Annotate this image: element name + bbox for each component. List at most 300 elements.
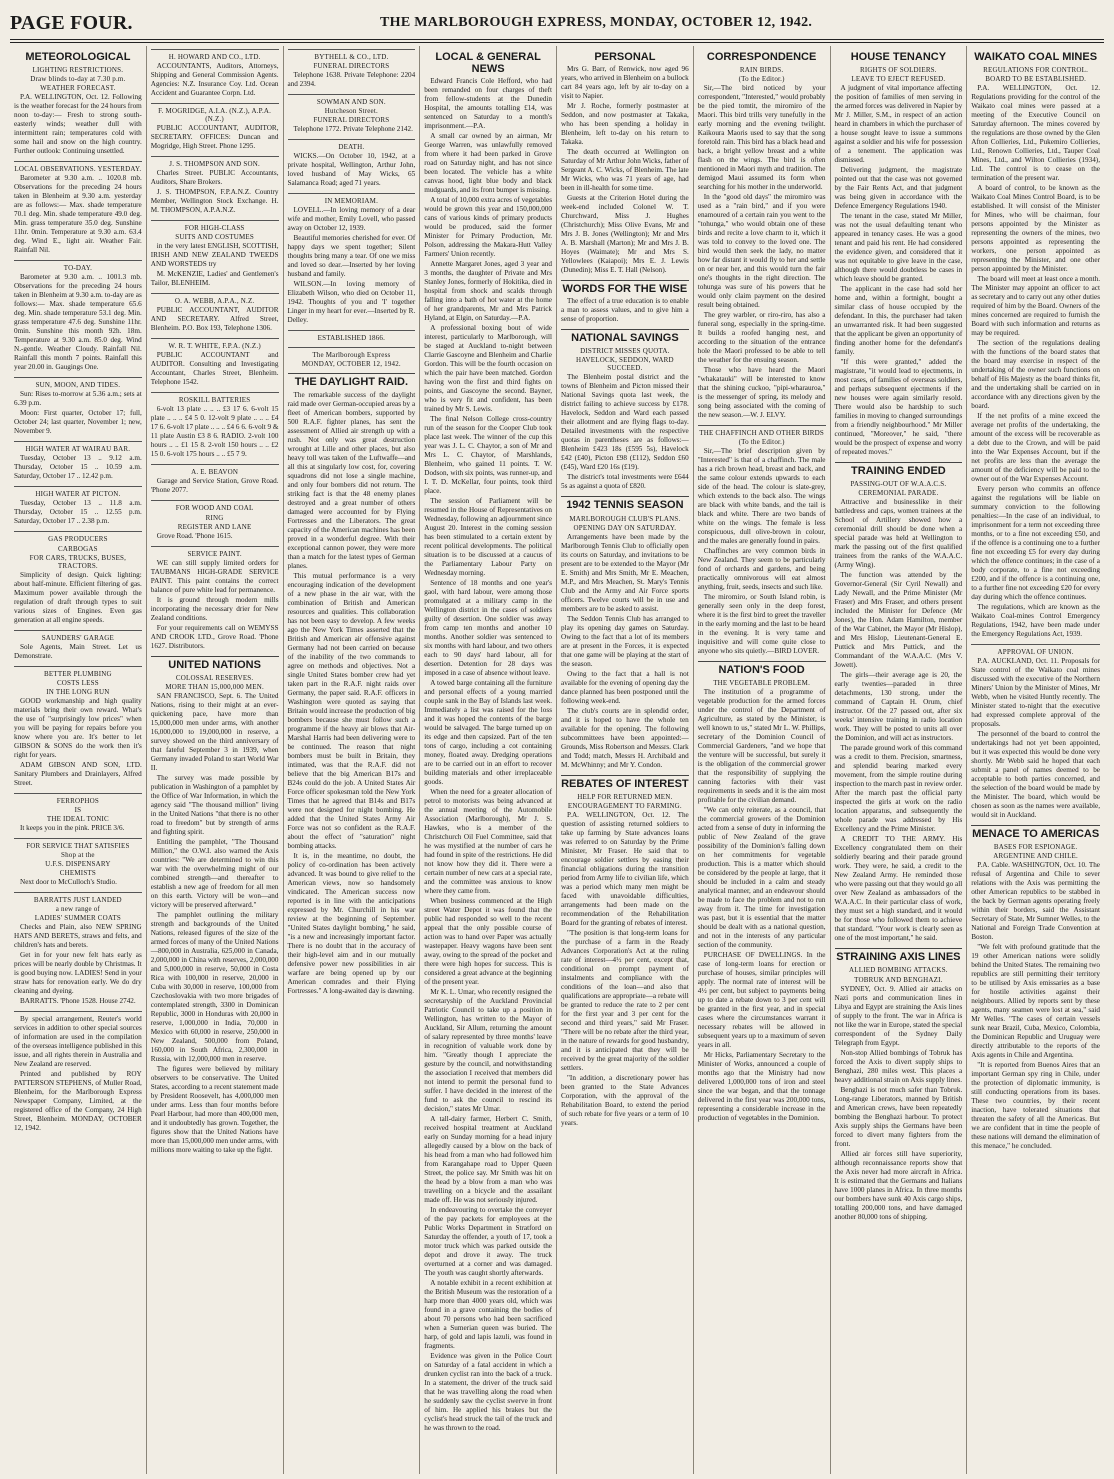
paragraph: The grey warbler, or riro-riro, has also a funeral song, especially in the spring-time. It builds a roofed hanging nest, and according to the situation of the entrance hole the Maori professed to be able to tell the weather for the ensuing season.	[697, 311, 826, 365]
paragraph: Mr Hicks, Parliamentary Secretary to the Minister of Works, announced a couple of months ago that the Ministry had now delivered 1,000,000 tons of iron and steel since the war began, and that the tonnage delivered in the first year was 200,000 tons, representing a considerable increase in the production of vegetables in the Dominion.	[697, 1051, 826, 1123]
paragraph: Mrs G. Barr, of Renwick, now aged 96 years, who arrived in Blenheim on a bullock cart 84 years ago, left by air to-day on a visit to Napier.	[561, 65, 689, 101]
headline: STRAINING AXIS LINES	[835, 948, 963, 965]
paragraph: Every person who commits an offence against the regulations will be liable on summary conviction to the following penalties:—In the case of an individual, to imprisonment for a term not exceeding three months, or to a fine not exceeding £50, and if the offence is a continuing one to a further fine not exceeding £5 for every day during which the offence continues; in the case of a body corporate, to a fine not exceeding £200, and if the offence is a continuing one, to a further fine not exceeding £20 for every day during which the offence continues.	[971, 485, 1100, 602]
subheadline: BYTHELL & CO., LTD.	[314, 53, 389, 61]
article	[561, 496, 689, 769]
article	[151, 500, 279, 540]
article	[151, 392, 279, 459]
subheadline: RING	[205, 513, 224, 522]
headline: HOUSE TENANCY	[850, 51, 947, 63]
paragraph: P.A. AUCKLAND, Oct. 11. Proposals for State control of the Waikato coal mines discussed with the executive of the Northern Miners' Union by the Minister of Mines, Mr Webb, when he visited Huntly recently. The Minister stated to-night that the executive had expressed complete approval of the proposals.	[971, 657, 1100, 729]
subheadline: Hutcheson Street.	[324, 107, 378, 116]
article-body	[14, 454, 142, 481]
section-rule	[14, 1011, 142, 1012]
page-number: PAGE FOUR.	[10, 12, 133, 34]
article	[151, 103, 279, 151]
subheadline: H. HOWARD AND CO., LTD.	[168, 53, 261, 61]
paragraph: The board will meet at least once a month. The Minister may appoint an officer to act as secretary and to carry out any other duties required of him by the Board. Owners of the mines concerned are required to furnish the Board with such information and returns as may be required.	[971, 275, 1100, 338]
paragraph: J. S. THOMPSON, F.P.A.N.Z. Country Member, Wellington Stock Exchange. H. M. THOMPSON, A.P.A.N.Z.	[150, 188, 279, 215]
subheadline: LOCAL OBSERVATIONS. YESTERDAY.	[14, 165, 142, 174]
paragraph: Annette Margaret Jones, aged 3 year and 3 months, the daughter of Private and Mrs Stanley Jones, formerly of Hokitika, died in hospital from shock and scalds through falling into a bath of hot water at the home of her grandparents, Mr and Mrs Patrick Hyland, at Elgin, on Saturday.—P.A.	[424, 260, 552, 323]
column-3	[284, 46, 421, 1474]
article-body	[561, 533, 689, 770]
article-body	[151, 351, 279, 387]
article	[151, 156, 279, 215]
article	[698, 661, 826, 1123]
article-body	[835, 84, 963, 457]
article-body	[151, 405, 279, 459]
paragraph: Tuesday, October 13 .. 9.12 a.m. Thursday, October 15 .. 10.59 a.m. Saturday, October 17 .. 12.42 p.m.	[14, 454, 142, 481]
article-body	[424, 77, 552, 1433]
subheadline: ARGENTINE AND CHILE.	[993, 852, 1078, 861]
headline: LOCAL & GENERAL NEWS	[435, 51, 541, 76]
subheadline: OPENING DAY ON SATURDAY.	[573, 523, 677, 532]
article	[14, 486, 142, 526]
article	[561, 280, 689, 324]
paragraph: The survey was made possible by publication in Washington of a pamphlet by the Office of War Information, in which the agency said "The thousand million" living in the United Nations "that there is no other road to freedom" but by strength of arms and fighting spirit.	[150, 773, 279, 836]
article	[14, 630, 142, 661]
subheadline: MONDAY, OCTOBER 12, 1942.	[301, 360, 401, 369]
article-body	[561, 811, 689, 1128]
newspaper-title-line: THE MARLBOROUGH EXPRESS, MONDAY, OCTOBER 12, 1942.	[380, 15, 813, 30]
headline: REBATES OF INTEREST	[561, 775, 689, 792]
paragraph: A professional boxing bout of wide interest, particularly to Marlborough, will be staged at Auckland to-night between Clarrie Gascoyne and Blenheim and Charlie Gordon. This will be the fourth occasion on which the pair have been matched. Gordon having won the first and third fights on points, and Gascoyne the second. Bayner, who is very fit and confident, has been trained by Mr S. Lewis.	[424, 324, 552, 414]
paragraph: The function was attended by the Governor-General (Sir Cyril Newall) and Lady Newall, and the Prime Minister (Mr Fraser) and Mrs Fraser, and others present included the Minister for Defence (Mr Jones), the Hon. Adam Hamilton, member of the War Cabinet, the Mayor (Mr Hislop), and Mrs Hislop, Lieutenant-General E. Puttick and Mrs Puttick, and the Commandant of the W.A.A.C. (Mrs V. Jowett).	[834, 571, 963, 670]
paragraph: Get in for your new felt hats early as prices will be nearly double by Christmas. It is good buying now. LADIES! Send in your straw hats for renovation early. We do dry cleaning and dyeing.	[14, 951, 142, 996]
paragraph: The death occurred at Wellington on Saturday of Mr Arthur John Wicks, father of Sergeant A. C. Wicks, of Blenheim. The late Mr Wicks, who was 71 years of age, had been in ill-health for some time.	[561, 148, 689, 193]
paragraph: Non-stop Allied bombings of Tobruk has forced the Axis to divert supply ships to Benghazi, 280 miles west. This places a heavy additional strain on Axis supply lines.	[834, 1048, 963, 1084]
article-body	[151, 306, 279, 333]
subheadline: TOBRUK AND BENGHAZI.	[854, 975, 943, 984]
subheadline: ALLIED BOMBING ATTACKS.	[849, 966, 948, 975]
paragraph: "In addition, a discretionary power has been granted to the State Advances Corporation, with the approval of the Rehabilitation Board, to extend the period of such rebate for five years or a term of 10 years.	[561, 1073, 689, 1127]
section-rule	[14, 793, 142, 794]
section-rule	[14, 377, 142, 378]
section-rule	[151, 220, 279, 221]
article	[14, 1011, 142, 1133]
article	[698, 49, 826, 420]
section-rule	[151, 156, 279, 157]
section-rule	[288, 330, 416, 331]
article	[14, 161, 142, 255]
paragraph: Those who have heard the Maori "whakatauki" will be interested to know that the shining cuckoo, "pipi-wharauroa," is the messenger of spring, its melody and song being associated with the coming of the new season.—W. J. ELVY.	[697, 366, 826, 420]
paragraph: Benghazi is not much safer than Tobruk. Long-range Liberators, manned by British and American crews, have been repeatedly bombing the Benghazi harbour. To protect Axis supply ships the Germans have been forced to divert many fighters from the front.	[834, 1085, 963, 1148]
paragraph: A small car owned by an airman, Mr George Warren, was unlawfully removed from where it had been parked in Grove road on Saturday night, and has not since been located. The vehicle has a white canvas hood, light blue body and black mudguards, and its front bumper is missing.	[424, 132, 552, 195]
subheadline: SAUNDERS' GARAGE	[41, 633, 115, 642]
subheadline: THE IDEAL TONIC	[46, 814, 109, 823]
article-body	[288, 391, 416, 996]
article-body	[698, 84, 826, 420]
headline: MENACE TO AMERICAS	[971, 825, 1100, 842]
paragraph: Mr J. Roche, formerly postmaster at Seddon, and now postmaster at Takaka, who has been spending a holiday in Blenheim, left to-day on his return to Takaka.	[561, 102, 689, 147]
column-6	[694, 46, 831, 1474]
article-body	[151, 477, 279, 495]
paragraph: The final Nelson College cross-country run of the season for the Cooper Club took place last week. The winner of the cup this year was J. L. C. Chaytor, a son of Mr and Mrs L. C. Chaytor, of Marshlands, Blenheim, who gained 11 points. T. W. Dodson, with six points, was runner-up, and I. T. D. McKellar, four points, took third place.	[424, 415, 552, 496]
headline: CORRESPONDENCE	[706, 51, 817, 63]
article-body	[151, 242, 279, 288]
subheadline: SUN, MOON, AND TIDES.	[35, 381, 121, 390]
subheadline: REGULATIONS FOR CONTROL.	[983, 66, 1089, 75]
paragraph: The figures were believed by military observers to be conservative. The United States, according to a recent statement made by President Roosevelt, has 4,000,000 men under arms. Less than four months before Pearl Harbour, had more than 400,000 men, and it undoubtedly has grown. Together, the figures show that the United Nations have more than 15,000,000 men under arms, with millions more waiting to take up the fight.	[150, 1064, 279, 1154]
column-8	[967, 46, 1104, 1474]
article-body	[561, 297, 689, 324]
article-body	[971, 84, 1100, 639]
paragraph: The effect of a true education is to enable a man to assess values, and to give him a sense of proportion.	[561, 297, 689, 324]
paragraph: It is, in the meantime, no doubt, the policy of co-ordination has been actively advanced. It was bound to give relief to the American views, now so handsomely vindicated. The American success now reported is in line with the anticipations expressed by Mr. Churchill in his war review at the beginning of September. "United States daylight bombing," he said, "is a new and increasingly important factor. There is no doubt that in the accuracy of their high-level aim and in our mutually defensive power new possibilities in air warfare are being opened up by our American comrades and their Flying Fortresses." A long-awaited day is dawning.	[287, 851, 416, 995]
paragraph: Simplicity of design. Quick lighting: about half-minute. Efficient filtering of gas. Maximum power available through the regulation of draft through types to suit various sizes of Engines. Even gas generation at all engine speeds.	[14, 570, 142, 624]
paragraph: Sun: Rises to-morrow at 5.36 a.m.; sets at 6.39 p.m.	[14, 390, 142, 408]
subheadline: LEAVE TO EJECT REFUSED.	[851, 75, 946, 84]
paragraph: The Blenheim postal district and the towns of Blenheim and Picton missed their National Savings quota last week, the district failing to achieve success by £178. Havelock, Seddon and Ward each passed their allotment and are flying flags to-day. Detailed investments with the respective quotas in parentheses are as follows:—Blenheim £423 18s (£595 5s), Havelock £42 (£40), Picton £98 (£112), Seddon £60 (£45), Ward £20 16s (£19).	[561, 373, 689, 472]
article-body	[971, 657, 1100, 820]
article-body	[288, 125, 416, 134]
paragraph: PURCHASE OF DWELLINGS. In the case of long-term loans for erection or purchase of houses, similar principles will apply. The normal rate of interest will be 4½ per cent, but subject to payments being up to date a rebate down to 3 per cent will be granted in the first year, and in special cases where the circumstances warrant it necessary rebates will be allowed in subsequent years up to a maximum of seven years in all.	[697, 951, 826, 1050]
article	[561, 329, 689, 491]
paragraph: Evidence was given in the Police Court on Saturday of a fatal accident in which a drunken cyclist ran into the back of a truck. In a statement, the driver of the truck said that he was travelling along the road when he suddenly saw the cyclist swerve in front of him. He applied his brakes but the cyclist's head struck the tail of the truck and he was thrown to the road.	[424, 1352, 552, 1433]
paragraph: Tuesday, October 13 .. 11.8 a.m. Thursday, October 15 .. 12.55 p.m. Saturday, October 17 .. 2.38 p.m.	[14, 499, 142, 526]
paragraph: Sir,—The brief description given by "Interested" is that of a chaffinch. The male has a rich brown head, breast and back, and the same colour extends upwards to each side of the head. The colour is slate-grey, which extends to the back also. The wings are black with white bands, and the tail is black and white. There are two bands of white on the wings. The female is less conspicuous, dull olive-brown in colour, and the males are generally found in pairs.	[697, 447, 826, 546]
paragraph: Owing to the fact that a hall is not available for the evening of opening day the dance planned has been postponed until the following week-end.	[561, 669, 689, 705]
subheadline: LIGHTING RESTRICTIONS.	[32, 66, 124, 75]
subheadline: FOR SERVICE THAT SATISFIES	[26, 841, 130, 850]
paragraph: The district's total investments were £644 5s as against a quota of £820.	[561, 473, 689, 491]
column-2	[147, 46, 284, 1474]
subheadline: THE VEGETABLE PROBLEM.	[713, 679, 811, 688]
subheadline: FERROPHOS	[56, 796, 99, 805]
article-body	[14, 273, 142, 372]
article	[151, 656, 279, 1155]
page-header	[10, 6, 1104, 40]
column-5	[557, 46, 694, 1474]
article-body	[835, 985, 963, 1222]
article	[971, 49, 1100, 639]
subheadline: FUNERAL DIRECTORS	[313, 62, 390, 71]
paragraph: Checks and Plain, also NEW SPRING HATS AND BERETS, straws and felts, and children's hats and berets.	[14, 923, 142, 950]
paragraph: BARRATTS. 'Phone 1528. House 2742.	[20, 997, 136, 1006]
paragraph: A tall-dairy farmer, Herbert C. Smith, received hospital treatment at Auckland early on Sunday morning for a head injury allegedly caused by a blow on the back of his head from a man who had followed him from Karangahape road to Upper Queen Street, the police say. Mr Smith was hit on the head by a blow from a man who was travelling on a bicycle and the assailant made off. He was not seriously injured.	[424, 1115, 552, 1205]
section-rule	[971, 644, 1100, 645]
subheadline: FUNERAL DIRECTORS	[313, 116, 390, 125]
paragraph: Attractive and businesslike in their battledress and caps, women trainees at the School of Artillery showed how a ceremonial drill should be done when a special parade was held at Wellington to mark the passing out of the first qualified trainees from the ranks of the W.A.A.C. (Army Wing).	[834, 498, 963, 570]
headline: WAIKATO COAL MINES	[974, 51, 1098, 63]
subheadline: COLOSSAL RESERVES.	[175, 673, 254, 682]
subheadline: J. S. THOMPSON AND SON.	[169, 160, 260, 169]
subheadline: FOR HIGH-CLASS	[184, 224, 245, 233]
article	[14, 531, 142, 624]
paragraph: ACCOUNTANTS, Auditors, Attorneys, Shipping and General Commission Agents. Agencies: N.Z. Insurance Coy. Ltd. Ocean Accident and Guarantee Corpn. Ltd.	[150, 62, 279, 98]
article-body	[288, 71, 416, 89]
paragraph: The pamphlet outlining the military strength and backgrounds of the United Nations, released figures of the size of the armed forces of many of the United Nations—800,000 in Australia, 625,000 in Canada, 2,000,000 in China with reserves, 2,000,000 and 5,000,000 in reserve, 50,000 in Costa Rica with 100,000 in reserve, 20,000 in Cuba with 30,000 in reserve, 100,000 from Czechoslovakia with two more brigades of contemplated strength, 3300 in Dominican Republic, 3000 in Honduras with 20,000 in reserve, 1,000,000 in India, 70,000 in Mexico with 60,000 in reserve, 250,000 in New Zealand, 500,000 from Poland, 160,000 in South Africa, 2,300,000 in Russia, with 12,000,000 men in reserve.	[150, 910, 279, 1063]
section-rule	[14, 441, 142, 442]
paragraph: The personnel of the board to control the undertakings had not yet been appointed, but it was expected this would be done very shortly. Mr Webb said he hoped that each submit a panel of names deemed to be acceptable to both parties concerned, and the selection of the board would be made by the Minister. The board, which would be chosen as soon as the names were available, would sit in Auckland.	[971, 730, 1100, 820]
paragraph: A notable exhibit in a recent exhibition at the British Museum was the restoration of a harp more than 4000 years old, which was found in a grave containing the bodies of about 70 persons who had been sacrificed when a Sumerian queen was buried. The harp, of gold and lapis lazuli, was found in fragments.	[424, 1279, 552, 1351]
paragraph: Barometer at 9.30 a.m. .. 1020.8 mb. Observations for the preceding 24 hours taken in Blenheim at 9.30 a.m. yesterday are as follows:— Max. shade temperature 70.1 deg. Min. shade temperature 49.0 deg. Min. grass temperature 35.0 deg. Sunshine 11hr. 0min. Temperature at 9.30 a.m. 63.4 deg. Wind E., light air. Weather Fair. Rainfall Nil.	[14, 174, 142, 255]
article	[424, 49, 552, 1433]
section-rule	[151, 49, 279, 50]
paragraph: Telephone 1638. Private Telephone: 2204 and 2394.	[287, 71, 416, 89]
subheadline: BETTER PLUMBING	[44, 669, 112, 678]
paragraph: When business commenced at the High street Water Depot it was found that the public had responded so well to the recent appeal that the only possible course of action was to hand over Paper was actually wastepaper. Heavy wagons have been sent away, owing to the spread of the pocket and there were high hopes for success. This is considered a great advance at the beginning of the present year.	[424, 897, 552, 987]
article-body	[14, 499, 142, 526]
paragraph: A CREDIT TO THE ARMY. His Excellency congratulated them on their soldierly bearing and their parade ground work. They were, he said, a credit to the New Zealand Army. He reminded those who were passing out that they would go all over New Zealand as ambassadors of the W.A.A.C. In their particular class of work, they must set a high standard, and it would be for those who followed them to achieve that standard. "Your work is clearly seen as one of the most important," he said.	[834, 835, 963, 943]
subheadline: DISTRICT MISSES QUOTA.	[580, 347, 670, 356]
subheadline: GAS PRODUCERS	[48, 535, 108, 544]
paragraph: PUBLIC ACCOUNTANT, AUDITOR AND SECRETARY. Alfred Street, Blenheim. P.O. Box 193, Telephone 1306.	[150, 306, 279, 333]
paragraph: "We can only reiterate, as a council, that the commercial growers of the Dominion acted from a sense of duty in informing the public of New Zealand of the grave possibility of the Dominion's falling down on her commitments for vegetable production. This is a matter which should be considered by the people at large, that it should be included in a calm and steady analytical manner, and an endeavour should be made to face the problem and not to run away from it. The time for investigation was past, but it is essential that the matter should be dealt with as a national question, and not in the interests of any particular section of the community.	[697, 806, 826, 950]
subheadline: MORE THAN 15,000,000 MEN.	[165, 682, 264, 691]
section-rule	[14, 531, 142, 532]
article-body	[561, 373, 689, 491]
paragraph: The miromiro, or South Island robin, is generally seen only in the deep forest, where it is the first bird to greet the traveller in the early morning and the last to be heard in the evening. It is very tame and inquisitive and will come quite close to anyone who sits quietly.—BIRD LOVER.	[697, 593, 826, 656]
article	[14, 377, 142, 436]
subheadline: The Marlborough Express	[312, 351, 391, 360]
paragraph: M. McKENZIE, Ladies' and Gentlemen's Tailor, BLENHEIM.	[150, 270, 279, 288]
paragraph: Telephone 1772. Private Telephone 2142.	[293, 125, 413, 134]
article-body	[14, 878, 142, 887]
paragraph: "If this were granted," added the magistrate, "it would lead to ejectments, in most cases, of families of overseas soldiers, and perhaps subsequent ejectments if the new houses were again similarly resold. There would also be hardship to such families in moving to changed surroundings from a friendly neighbourhood." Mr Miller continued, "Moreover," he said, "there would be the prospect of expense and worry of repeated moves."	[834, 358, 963, 457]
paragraph: PUBLIC ACCOUNTANT, AUDITOR, SECRETARY. OFFICES: Duncan and Mogridge, High Street. Phone 1295.	[150, 124, 279, 151]
paragraph: P.A. WELLINGTON, Oct. 12. The question of assisting returned soldiers to take up farming by State advances loans was referred to on Saturday by the Prime Minister, Mr Fraser. He said that to encourage soldier settlers by easing their financial obligations during the transition period from Army life to civilian life, which was a period which many men might be faced with unavoidable difficulties, arrangements had been made on the recommendation of the Rehabilitation Board for the granting of rebates of interest.	[561, 810, 689, 927]
headline: UNITED NATIONS	[151, 656, 279, 673]
section-rule	[151, 293, 279, 294]
section-rule	[151, 464, 279, 465]
article	[561, 49, 689, 275]
column-7	[831, 46, 968, 1474]
paragraph: The applicant in the case had sold her home and, within a fortnight, bought a similar class of house occupied by the defendant. In this, the purchaser had taken an unwarranted risk. It had been suggested that the applicant be given an opportunity of finding another home for the defendant's family.	[834, 285, 963, 357]
article	[561, 775, 689, 1128]
paragraph: SAN FRANCISCO, Sept. 6. The United Nations, rising to their might at an ever-quickening pace, have more than 15,000,000 men under arms, with another 16,000,000 to 19,000,000 in reserve, a survey showed on the third anniversary of that fateful September 3 in 1939, when Germany invaded Poland to start World War II.	[150, 691, 279, 772]
article	[288, 330, 416, 342]
article	[288, 193, 416, 325]
section-rule	[14, 161, 142, 162]
article-body	[14, 571, 142, 625]
paragraph: A judgment of vital importance affecting the position of families of men serving in the armed forces was delivered in Napier by Mr J. Miller, S.M., in respect of an action heard in chambers in which the purchaser of a house sought leave to issue a summons against a soldier and his wife for possession of a tenement. The application was dismissed.	[834, 84, 963, 165]
paragraph: 6-volt 13 plate .. .. .. £3 17 6. 6-volt 15 plate .. .. .. £4 5 0. 12-volt 9 plate .. .. .. £4 17 6. 6-volt 17 plate .. .. .. £4 6 6. 6-volt 9 & 11 plate Austin £3 8 6. RADIO. 2-volt 100 hours .. .. £1 15 8. 2-volt 150 hours .. .. £2 15 0. 6-volt 175 hours .. .. £5 7 9.	[150, 405, 279, 459]
paragraph: ADAM GIBSON AND SON, LTD. Sanitary Plumbers and Drainlayers, Alfred Street.	[14, 760, 142, 787]
paragraph: P.A. Cable. WASHINGTON, Oct. 10. The refusal of Argentina and Chile to sever relations with the Axis was permitting the other American republics to be stabbed in the back by German agents operating freely within their borders, said the Assistant Secretary of State, Mr Sumner Welles, to the National and Foreign Trade Convention at Boston.	[971, 861, 1100, 942]
subheadline: Draw blinds to-day at 7.30 p.m.	[30, 75, 126, 84]
article-body	[14, 390, 142, 436]
subheadline: CEREMONIAL PARADE.	[858, 489, 939, 498]
article	[971, 644, 1100, 820]
section-rule	[151, 500, 279, 501]
paragraph: P.A. WELLINGTON, Oct. 12. Following is the weather forecast for the 24 hours from noon to-day:— Fresh to strong south-easterly winds; weather dull with intermittent rain; temperatures cold with some hail and snow on the high country. Further outlook: Continuing unsettled.	[14, 93, 142, 156]
subheadline: (To the Editor.)	[738, 75, 785, 84]
paragraph: It keeps you in the pink. PRICE 3/6.	[20, 823, 125, 832]
article-body	[698, 688, 826, 1123]
article-body	[835, 498, 963, 943]
section-rule	[151, 338, 279, 339]
subheadline: F. MOGRIDGE, A.I.A. (N.Z.), A.P.A. (N.Z.)	[158, 107, 272, 124]
subheadline: Shop at the	[61, 851, 95, 860]
paragraph: For your requirements call on WEMYSS AND CROOK LTD., Grove Road. 'Phone 1627. Distributors.	[150, 623, 279, 650]
article	[288, 49, 416, 89]
paragraph: The regulations, which are known as the Waikato Coal-mines Control Emergency Regulations, 1942, have been made under the Emergency Regulations Act, 1939.	[971, 603, 1100, 639]
paragraph: Sentence of 18 months and one year's gaol, with hard labour, were among those promulgated at a military camp in the Wellington district in the cases of soldiers guilty of desertion. One soldier was away from camp ten months and another 10 months. Another soldier was sentenced to six months with hard labour, and two others each to 90 days' hard labour, all for desertion. Detention for 28 days was imposed in a case of absence without leave.	[424, 579, 552, 678]
subheadline: HELP FOR RETURNED MEN.	[577, 792, 673, 801]
subheadline: SOWMAN AND SON.	[316, 98, 386, 107]
paragraph: Delivering judgment, the magistrate pointed out that the case was not governed by the Fair Rents Act, and that judgment was being given in accordance with the Defence Emergency Regulations 1940.	[834, 166, 963, 211]
paragraph: P.A. WELLINGTON, Oct. 12. Regulations providing for the control of the Waikato coal mines were passed at a meeting of the Executive Council on Saturday afternoon. The mines covered by the regulations are those owned by the Glen Afton Collieries, Ltd., Pukemiro Collieries, Ltd., Renown Collieries, Ltd., Tauper Coal Mines, Ltd., and Wilton Collieries (1934), Ltd. The control is to cease on the termination of the present war.	[971, 84, 1100, 183]
paragraph: WICKS.—On October 10, 1942, at a private hospital, Wellington, Arthur John, loved husband of May Wicks, 65 Salamanca Road; aged 71 years.	[287, 152, 416, 188]
paragraph: This mutual performance is a very encouraging indication of the development of a new phase in the air war, with the combination of British and American resources and qualities. This collaboration has not been easy to develop. A few weeks ago the New York Times asserted that the British and American air offensive against Germany had not been carried on because of the inability of the two commands to agree on methods and objectives. Not a single United States bomber crew had yet taken part in the R.A.F. night raids over Germany, the paper said. R.A.F. officers in Washington were quoted as saying that Britain would increase the production of big bombers because she must follow such a programme if the heavy air blows that Air-Marshal Harris had been delivering were to be continued. The reason that night bombers must be built in Britain, they intimated, was that the R.A.F. did not believe that the big American B17s and B24s could do the job. A United States Air Force officer spokesman told the New York Times that he agreed that B14s and B17s were not designed for night bombing. He added that the United States Army Air Force was not so confident as the R.A.F. about the effect of "saturation" night bombing attacks.	[287, 571, 416, 850]
subheadline: REGISTER AND LANE	[177, 522, 252, 531]
paragraph: The session of Parliament will be resumed in the House of Representatives on Wednesday, following an adjournment since August 20. Interest in the coming session has been stimulated to a certain extent by recent political developments. The political situation is to be discussed at a caucus of the Parliamentary Labour Party on Wednesday morning.	[424, 497, 552, 578]
article	[288, 139, 416, 188]
subheadline: SERVICE PAINT.	[187, 549, 242, 558]
paragraph: By special arrangement, Reuter's world services in addition to other special sources of information are used in the compilation of the overseas intelligence published in this issue, and all rights therein in Australia and New Zealand are reserved.	[14, 1015, 142, 1069]
paragraph: Allied air forces still have superiority, although reconnaissance reports show that the Axis never had more aircraft in Africa. It is estimated that the Germans and Italians have 1000 planes in Africa. In three months our bombers have sunk 40 Axis cargo ships, totalling 200,000 tons, and have damaged another 80,000 tons of shipping.	[834, 1149, 963, 1221]
headline: NATION'S FOOD	[698, 661, 826, 678]
subheadline: RIGHTS OF SOLDIERS.	[860, 66, 937, 75]
subheadline: BARRATTS JUST LANDED	[33, 896, 122, 905]
subheadline: HIGH WATER AT WAIRAU BAR.	[25, 445, 131, 454]
paragraph: Arrangements have been made by the Marlborough Tennis Club to officially open its courts on Saturday, and invitations to be present are to be extended to the Mayor (Mr E. Smith) and Mrs Smith, Mr E. Meachen, M.P., and Mrs Meachen, St. Mary's Tennis Club and the Army and Air Force sports officers. Twelve courts will be in use and members are to be asked to assist.	[561, 532, 689, 613]
subheadline: LADIES' SUMMER COATS	[34, 914, 121, 923]
paragraph: The club's courts are in splendid order, and it is hoped to have the whole ten available for the opening. The following subcommittees have been appointed:—Grounds, Miss Robertson and Messrs. Clark and Todd; match, Messrs H. Archibald and M. McWhinny; and Mr Y. Condon.	[561, 706, 689, 769]
paragraph: Grove Road. 'Phone 1615.	[156, 531, 233, 540]
paragraph: Barometer at 9.30 a.m. .. 1001.3 mb. Observations for the preceding 24 hours taken in Blenheim at 9.30 a.m. to-day are as follows:— Max. shade temperature 65.6 deg. Min. shade temperature 53.1 deg. Min. grass temperature 47.6 deg. Sunshine 11hr. 0min. Sunshine this month 92h. 18m. Temperature at 9.30 a.m. 85.0 deg. Wind N.-gentle. Weather Cloudy. Rainfall Nil. Rainfall this month 7 points. Rainfall this year 20.00 in. Gaugings One.	[14, 273, 142, 372]
paragraph: The remarkable success of the daylight raid made over German-occupied areas by a fleet of American bombers, supported by 500 R.A.F. fighter planes, has sent the assessment of Allied air strength up with a rush. Not only was great destruction wrought at Lille and other places, but also heavy toll was taken of the Luftwaffe—and all this at singularly low cost, for, covering squadrons did not lose a single machine, and only four bombers did not return. The striking fact is that the 48 enemy planes destroyed and a great number of others damaged were accounted for by Flying Fortresses and the Liberators. The great capacity of the American machines has been proved in a wonderful degree. With their exceptional cannon power, they were more than a match for the latest types of German planes.	[287, 390, 416, 570]
headline: PERSONAL	[594, 51, 656, 63]
article-body	[151, 692, 279, 1155]
paragraph: The parade ground work of this command was a credit to them. Precision, smartness, and splendid bearing marked every movement, from the simple routine during inspection to the march past in review order. After the march past the official party inspected the girls at work on the radio location apparatus, and subsequently the whole parade was addressed by His Excellency and the Prime Minister.	[834, 744, 963, 834]
paragraph: The institution of a programme of vegetable production for the armed forces under the control of the Department of Agriculture, as stated by the Minister, is well known to us," stated Mr L. W. Phillips, secretary of the Dominion Council of Commercial Gardeners, "and we hope that the venture will be successful, but surely it is the obligation of the commercial grower that the responsibility of supplying the canning factories with their vast requirements in seeds and it is the aim most profitable for the civilian demand.	[697, 688, 826, 805]
subheadline: APPROVAL OF UNION.	[997, 648, 1074, 657]
article	[971, 825, 1100, 1151]
subheadline: HIGH WATER AT PICTON.	[35, 490, 121, 499]
headline: NATIONAL SAVINGS	[561, 329, 689, 346]
subheadline: BOARD TO BE ESTABLISHED.	[985, 75, 1087, 84]
paragraph: In the "good old days" the miromiro was used as a "rain bird," and if you were enamoured of a certain rain you went to the "tohunga," who would obtain one of these birds and recite a love charm to it, which it was told to convey to the loved one. The bird would then seek the lady, no matter how far distant it would fly to her and settle on or near her, and this would turn the fair one's thoughts in the right direction. The tohunga was sure of his powers that he would only claim payment on the desired result being obtained.	[697, 193, 826, 310]
section-rule	[14, 666, 142, 667]
section-rule	[288, 94, 416, 95]
section-rule	[698, 425, 826, 426]
article	[151, 546, 279, 651]
paragraph: Chaffinches are very common birds in New Zealand. They seem to be particularly fond of orchards and gardens, and being practically omnivorous will eat almost anything, fruit, seeds, insects and such like.	[697, 547, 826, 592]
column-4	[420, 46, 557, 1474]
article-body	[151, 169, 279, 215]
subheadline: U.F.S. DISPENSARY	[45, 860, 111, 869]
subheadline: RAIN BIRDS.	[739, 66, 784, 75]
subheadline: CHEMISTS	[59, 869, 96, 878]
article-body	[288, 206, 416, 325]
paragraph: The girls—their average age is 20, the early twenties—paraded in three detachments, 130 strong, under the command of Captain H. Orum, chief instructor. Of the 27 passed out, after six weeks' intensive training in radio location work. They will be posted to units all over the Dominion, and will act as instructors.	[834, 671, 963, 743]
paragraph: A board of control, to be known as the Waikato Coal Mines Control Board, is to be established. It will consist of the Minister for Mines, who will be chairman, four persons appointed by the Minister as representing the owners of the mines, two persons appointed as representing the workers, one person appointed as representing the Minister, and one other person appointed by the Minister.	[971, 184, 1100, 274]
subheadline: ENCOURAGEMENT TO FARMING.	[567, 801, 682, 810]
paragraph: In endeavouring to overtake the conveyer of the pay packets for employees at the Public Works Department in Stratford on Saturday the offender, a youth of 17, took a motor truck which was parked outside the depot and drove it away. The truck overturned at a corner and was damaged. The youth was caught shortly afterwards.	[424, 1206, 552, 1278]
paragraph: WILSON.—In loving memory of Elizabeth Wilson, who died on October 11, 1942. Thoughts of you and 'I' together Linger in my heart for ever.—Inserted by R. Delley.	[287, 280, 416, 325]
paragraph: The section of the regulations dealing with the functions of the board states that the board may exercise in respect of the undertaking of the owner such functions on behalf of His Majesty as the board thinks fit, and the undertaking shall be carried on in accordance with any directions given by the board.	[971, 339, 1100, 411]
column-1	[10, 46, 147, 1474]
paragraph: If the net profits of a mine exceed the average net profits of the undertaking, the amount of the excess will be recoverable as a debt due to the Crown, and will be paid into the War Expenses Account, but if the net profits are less than the average the amount of the deficiency will be paid to the owner out of the War Expenses Account.	[971, 412, 1100, 484]
section-rule	[151, 103, 279, 104]
subheadline: SUITS AND COSTUMES	[175, 233, 254, 242]
paragraph: "The position is that long-term loans for the purchase of a farm in the Ready Advances Corporation's Act at the ruling rate of interest—4½ per cent, except that, conditional on prompt payment of instalments and compliance with the conditions of the loan—and also that qualifications are appropriate—a rebate will be granted to reduce the rate to 2 per cent for the first year and 3 per cent for the second and third years," said Mr Fraser. "There will be no rebate after the third year, in the nature of rewards for good husbandry, and it is anticipated that they will be received by the great majority of the soldier settlers.	[561, 928, 689, 1072]
article-body	[561, 65, 689, 275]
paragraph: When the need for a greater allocation of petrol to motorists was being advanced at the annual meeting of the Automobile Association (Marlborough), Mr J. S. Hawkes, who is a member of the Christchurch Oil Fuel Committee, said that he was mystified at the number of cars he had found in spite of the restrictions. He did not know how they did it. There were a certain number of new cars at a special rate, and the committee was anxious to know where they came from.	[424, 788, 552, 896]
paragraph: WE can still supply limited orders for TAUBMANS HIGH-GRADE SERVICE PAINT. This paint contains the correct balance of pure white lead for permanence.	[150, 558, 279, 594]
section-rule	[151, 392, 279, 393]
paragraph: PUBLIC ACCOUNTANT and AUDITOR. Consulting and Investigating Accountant, Charles Street, Blenheim. Telephone 1542.	[150, 351, 279, 387]
paragraph: SYDNEY, Oct. 9. Allied air attacks on Nazi ports and communication lines in Libya and Egypt are straining the Axis lines of supply to the front. The war in Africa is not like the war in Europe, stated the special correspondent of the Sydney Daily Telegraph from Egypt.	[834, 984, 963, 1047]
section-rule	[14, 892, 142, 893]
subheadline: IS	[74, 805, 82, 814]
headline: WORDS FOR THE WISE	[561, 280, 689, 297]
paragraph: Printed and published by ROY PATTERSON STEPHENS, of Muller Road, Blenheim, for the Marlborough Express Newspaper Company, Limited, at the registered office of the Company, 24 High Street, Blenheim. MONDAY, OCTOBER 12, 1942.	[14, 1070, 142, 1133]
article	[151, 49, 279, 98]
article	[835, 462, 963, 943]
article	[14, 441, 142, 481]
article-body	[14, 93, 142, 156]
section-rule	[14, 630, 142, 631]
subheadline: IN THE LONG RUN	[46, 687, 110, 696]
headline: METEOROLOGICAL	[25, 51, 131, 63]
subheadline: TO-DAY.	[63, 264, 93, 273]
section-rule	[288, 347, 416, 348]
subheadline: (To the Editor.)	[738, 438, 785, 447]
article-body	[14, 697, 142, 788]
article-body	[151, 124, 279, 151]
article	[698, 425, 826, 656]
paragraph: It is ground through modern mills incorporating the necessary drier for New Zealand conditions.	[150, 595, 279, 622]
headline: THE DAYLIGHT RAID.	[288, 373, 416, 390]
subheadline: A. E. BEAVON	[191, 468, 239, 477]
subheadline: MARLBOROUGH CLUB'S PLANS.	[569, 514, 681, 523]
subheadline: W. R. T. WHITE, F.P.A. (N.Z.)	[168, 342, 261, 351]
article	[288, 373, 416, 995]
paragraph: Beautiful memories cherished for ever. Of happy days we spent together; Silent thoughts bring many a tear. Of one we miss and loved so dear.—Inserted by her loving husband and family.	[287, 234, 416, 279]
section-rule	[14, 260, 142, 261]
subheadline: FOR WOOD AND COAL	[175, 504, 254, 513]
article-body	[151, 532, 279, 541]
subheadline: O. A. WEBB, A.P.A., N.Z.	[174, 297, 255, 306]
subheadline: CARBOGAS	[58, 544, 98, 553]
paragraph: Entitling the pamphlet, "The Thousand Million," the O.W.I. also warned the Axis countries: "We are determined to win this war with the overwhelming might of our combined strength—and thereafter to establish a new age of freedom for all men on this earth. Victory will be won—and victory will be preserved afterward."	[150, 837, 279, 909]
article-body	[971, 861, 1100, 1151]
article-body	[14, 824, 142, 833]
article	[14, 260, 142, 372]
article-body	[14, 643, 142, 661]
section-rule	[151, 546, 279, 547]
article	[288, 94, 416, 134]
paragraph: GOOD workmanship and high quality materials bring their own reward. What's the use of "surprisingly low prices" when you will be paying for repairs before you know where you are. It's better to let GIBSON & SONS do the work then it's right for years.	[14, 696, 142, 759]
article	[835, 948, 963, 1221]
article	[14, 892, 142, 1006]
subheadline: IN MEMORIAM.	[324, 197, 379, 206]
headline: TRAINING ENDED	[835, 462, 963, 479]
paragraph: Moon: First quarter, October 17; full, October 24; last quarter, November 1; new, November 9.	[14, 409, 142, 436]
article-body	[151, 62, 279, 98]
paragraph: Sir,—The bird noticed by your correspondent, "Interested," would probably be the pied tomtit, the miromiro of the Maori. This bird trills very tunefully in the early morning and the evening twilight. Kaikoura Maoris used to say that the song foretold rain. This bird has a black head and back, a bright yellow breast and a white flash on the wings. The bird is often mentioned in Maori myth and tradition. The demigod Maui assumed its form when searching for his mother in the underworld.	[697, 84, 826, 192]
subheadline: FOR CARS, TRUCKS, BUSES, TRACTORS.	[29, 553, 127, 570]
article-body	[14, 1015, 142, 1133]
section-rule	[288, 49, 416, 50]
subheadline: WEATHER FORECAST.	[40, 84, 116, 93]
article-body	[151, 559, 279, 651]
subheadline: COSTS LESS	[56, 678, 99, 687]
headline: 1942 TENNIS SEASON	[561, 496, 689, 513]
paragraph: The Seddon Tennis Club has arranged to play its opening day games on Saturday. Owing to the fact that a lot of its members are at present in the Forces, it is expected that one game will be playing at the start of the season.	[561, 614, 689, 668]
paragraph: A towed barge containing all the furniture and personal effects of a young married couple sank in the Bay of Islands last week. Immediately a list was raised for the loss and it was hoped the contents of the barge would be salvaged. The barge turned up on its edge and then capsized. Part of the ten tons of cargo, including a cot containing money, floated away. Dredging operations are to be carried out in an effort to recover building materials and other irreplaceable goods.	[424, 679, 552, 787]
article	[14, 838, 142, 887]
subheadline: a new range of	[55, 905, 100, 914]
subheadline: BASES FOR ESPIONAGE.	[993, 843, 1078, 852]
subheadline: ESTABLISHED 1866.	[317, 334, 386, 343]
subheadline: THE CHAFFINCH AND OTHER BIRDS	[699, 429, 825, 438]
paragraph: LOVELL.—In loving memory of a dear wife and mother, Emily Lovell, who passed away on October 12, 1939.	[287, 206, 416, 233]
article	[14, 793, 142, 833]
